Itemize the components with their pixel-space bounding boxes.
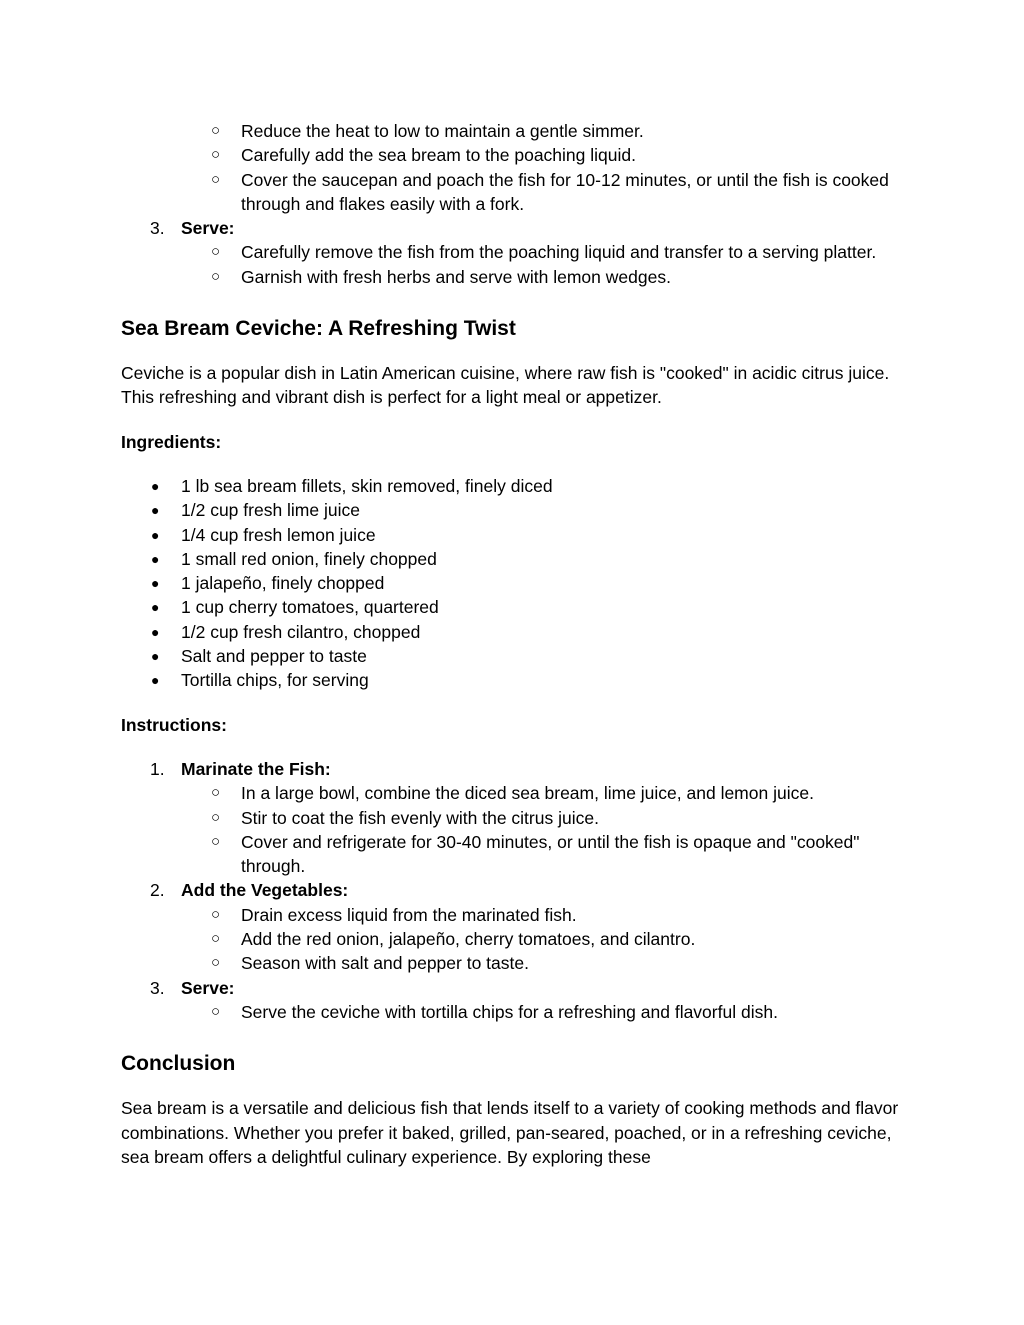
circle-bullet-icon: ○ [211,905,221,923]
poach-step3-sublist [211,240,911,289]
step-number: 1. [150,758,165,779]
conclusion-heading: Conclusion [121,1052,236,1076]
sub-item-text: Carefully remove the fish from the poaching liquid and transfer to a serving platter. [241,242,877,263]
list-item [211,830,911,879]
list-item [211,781,911,805]
sub-item-text: In a large bowl, combine the diced sea bream, lime juice, and lemon juice. [241,783,814,804]
ingredient-text: 1 lb sea bream fillets, skin removed, finely diced [181,475,553,496]
ingredient-text: 1/2 cup fresh cilantro, chopped [181,621,421,642]
step-number: 2. [150,880,165,901]
step-title: Serve: [181,218,235,239]
list-item [151,547,911,571]
circle-bullet-icon: ○ [211,954,221,972]
circle-bullet-icon: ○ [211,808,221,826]
sub-item-text: Add the red onion, jalapeño, cherry tomatoes, and cilantro. [241,929,696,950]
step-item [150,216,911,240]
sub-item-text: Serve the ceviche with tortilla chips for a refreshing and flavorful dish. [241,1001,778,1022]
sub-item-text: Cover and refrigerate for 30-40 minutes, or until the fish is opaque and "cooked" through. [241,831,860,877]
list-item [211,168,911,217]
sub-item-text: Carefully add the sea bream to the poaching liquid. [241,145,636,166]
instructions-list [121,757,911,1024]
circle-bullet-icon: ○ [211,832,221,850]
sub-item-text: Stir to coat the fish evenly with the citrus juice. [241,807,599,828]
step-title: Serve: [181,977,235,998]
sub-item-text: Garnish with fresh herbs and serve with lemon wedges. [241,266,671,287]
poach-step2-sublist [211,119,911,216]
list-item [151,595,911,619]
dot-bullet-icon: ● [151,648,160,665]
sub-item-text: Cover the saucepan and poach the fish for 10-12 minutes, or until the fish is cooked through and flakes easily with a fork. [241,169,889,214]
list-item [151,498,911,522]
step-number: 3. [150,977,165,998]
step-sublist [211,903,911,976]
dot-bullet-icon: ● [151,672,160,689]
dot-bullet-icon: ● [151,477,160,494]
circle-bullet-icon: ○ [211,784,221,802]
ceviche-heading: Sea Bream Ceviche: A Refreshing Twist [121,317,516,341]
list-item [211,927,911,951]
circle-bullet-icon: ○ [211,1002,221,1020]
list-item [211,903,911,927]
circle-bullet-icon: ○ [211,146,221,164]
list-item [151,571,911,595]
ingredients-list [151,474,911,693]
ingredient-text: Salt and pepper to taste [181,646,367,667]
ingredient-text: 1 jalapeño, finely chopped [181,573,385,594]
list-item [211,265,911,289]
sub-item-text: Drain excess liquid from the marinated fish. [241,904,577,925]
list-item [211,119,911,143]
list-item [151,523,911,547]
list-item [211,240,911,264]
step-number: 3. [150,218,165,239]
list-item [211,143,911,167]
dot-bullet-icon: ● [151,599,160,616]
list-item [211,951,911,975]
ingredient-text: 1 cup cherry tomatoes, quartered [181,597,439,618]
sub-item-text: Season with salt and pepper to taste. [241,953,529,974]
ingredient-text: 1 small red onion, finely chopped [181,548,437,569]
sub-item-text: Reduce the heat to low to maintain a gentle simmer. [241,121,644,141]
step-item [150,878,911,902]
dot-bullet-icon: ● [151,502,160,519]
dot-bullet-icon: ● [151,526,160,543]
circle-bullet-icon: ○ [211,267,221,285]
list-item [151,644,911,668]
circle-bullet-icon: ○ [211,170,221,188]
ingredient-text: 1/2 cup fresh lime juice [181,500,360,521]
list-item [151,668,911,692]
list-item [151,474,911,498]
ingredient-text: 1/4 cup fresh lemon juice [181,524,376,545]
step-sublist [211,1000,911,1024]
dot-bullet-icon: ● [151,550,160,567]
dot-bullet-icon: ● [151,623,160,640]
ingredients-label: Ingredients: [121,431,222,452]
step-item [150,757,911,781]
step-title: Add the Vegetables: [181,880,349,901]
circle-bullet-icon: ○ [211,122,221,139]
conclusion-text: Sea bream is a versatile and delicious fish that lends itself to a variety of cooking methods and flavor combinations. Whether you prefer it baked, grilled, pan-seared, poached, or in a refreshing ceviche, sea bream offers a delightful culinary experience. By exploring these [121,1098,899,1167]
step-sublist [211,781,911,878]
step-title: Marinate the Fish: [181,758,331,779]
ingredient-text: Tortilla chips, for serving [181,670,369,691]
dot-bullet-icon: ● [151,575,160,592]
step-item [150,976,911,1000]
poach-steps-list [121,216,911,240]
circle-bullet-icon: ○ [211,243,221,261]
ceviche-intro: Ceviche is a popular dish in Latin American cuisine, where raw fish is "cooked" in acidic citrus juice. This refreshing and vibrant dish is perfect for a light meal or appetizer. [121,363,890,408]
instructions-label: Instructions: [121,714,227,735]
circle-bullet-icon: ○ [211,930,221,948]
document-content [121,119,911,1169]
list-item [211,1000,911,1024]
list-item [211,806,911,830]
list-item [151,620,911,644]
